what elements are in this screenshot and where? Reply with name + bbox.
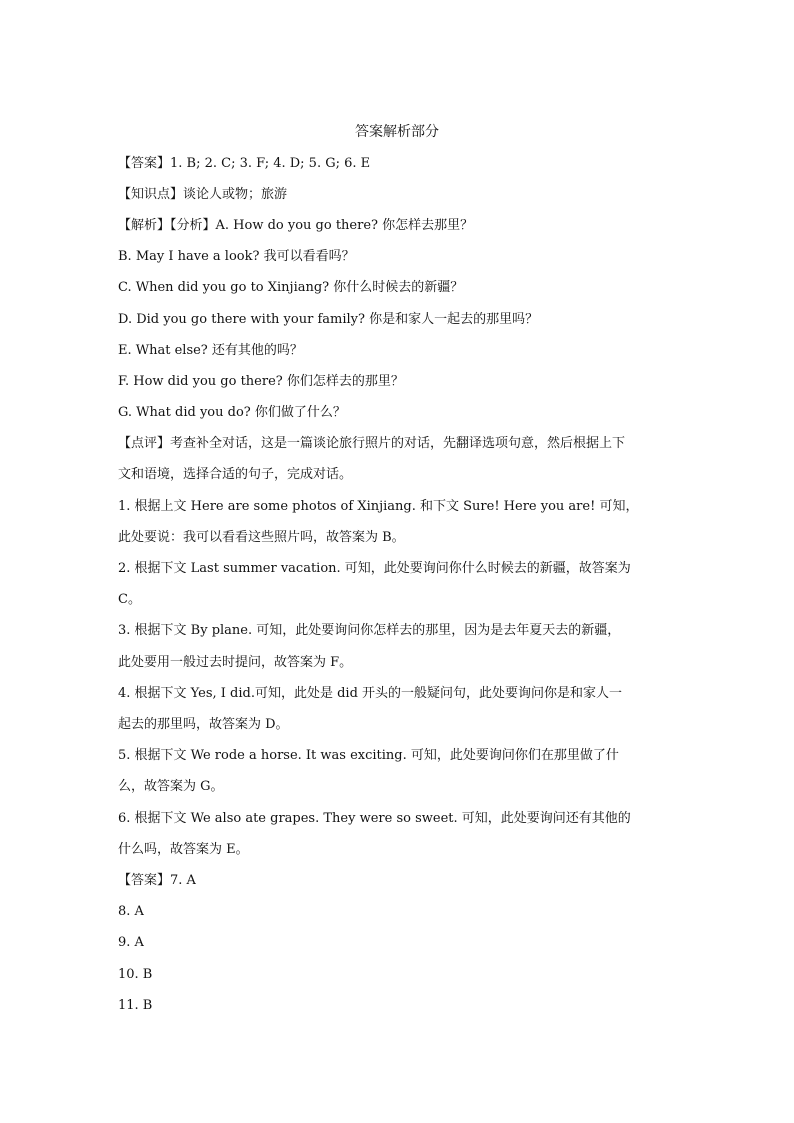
explanation-1-cont: 此处要说：我可以看看这些照片吗，故答案为 B。 — [118, 530, 405, 545]
explanation-3-cont: 此处要用一般过去时提问，故答案为 F。 — [118, 655, 353, 670]
explanation-6: 6. 根据下文 We also ate grapes. They were so sweet. 可知，此处要询问还有其他的 — [118, 811, 631, 826]
explanation-1: 1. 根据上文 Here are some photos of Xinjiang. 和下文 Sure! Here you are! 可知， — [118, 499, 639, 514]
answer-line-11: 11. B — [118, 998, 153, 1013]
page-title: 答案解析部分 — [355, 124, 439, 140]
explanation-2-cont: C。 — [118, 592, 141, 607]
analysis-option-d: D. Did you go there with your family? 你是和家人一起去的那里吗？ — [118, 312, 539, 327]
analysis-option-e: E. What else? 还有其他的吗？ — [118, 343, 303, 358]
explanation-5-cont: 么，故答案为 G。 — [118, 779, 224, 794]
analysis-option-b: B. May I have a look? 我可以看看吗？ — [118, 249, 355, 264]
analysis-option-c: C. When did you go to Xinjiang? 你什么时候去的新疆？ — [118, 280, 464, 295]
explanation-2: 2. 根据下文 Last summer vacation. 可知，此处要询问你什么时候去的新疆，故答案为 — [118, 561, 631, 576]
explanation-5: 5. 根据下文 We rode a horse. It was exciting. 可知，此处要询问你们在那里做了什 — [118, 748, 619, 763]
comment-line: 【点评】考查补全对话，这是一篇谈论旅行照片的对话，先翻译选项句意，然后根据上下 — [118, 436, 626, 451]
answer-line-1-6: 【答案】1. B; 2. C; 3. F; 4. D; 5. G; 6. E — [118, 156, 371, 171]
explanation-4: 4. 根据下文 Yes, I did.可知，此处是 did 开头的一般疑问句，此处要询问你是和家人一 — [118, 686, 623, 701]
explanation-3: 3. 根据下文 By plane. 可知，此处要询问你怎样去的那里，因为是去年夏天去的新疆， — [118, 623, 621, 638]
answer-line-9: 9. A — [118, 935, 144, 950]
answer-line-10: 10. B — [118, 967, 153, 982]
answer-line-7: 【答案】7. A — [118, 873, 196, 888]
comment-line-cont: 文和语境，选择合适的句子，完成对话。 — [118, 467, 353, 482]
explanation-4-cont: 起去的那里吗，故答案为 D。 — [118, 717, 289, 732]
analysis-option-g: G. What did you do? 你们做了什么？ — [118, 405, 346, 420]
explanation-6-cont: 什么吗，故答案为 E。 — [118, 842, 249, 857]
answer-line-8: 8. A — [118, 904, 144, 919]
analysis-option-a: 【解析】【分析】A. How do you go there? 你怎样去那里？ — [118, 218, 474, 233]
knowledge-point-line: 【知识点】谈论人或物；旅游 — [118, 187, 288, 202]
analysis-option-f: F. How did you go there? 你们怎样去的那里？ — [118, 374, 404, 389]
